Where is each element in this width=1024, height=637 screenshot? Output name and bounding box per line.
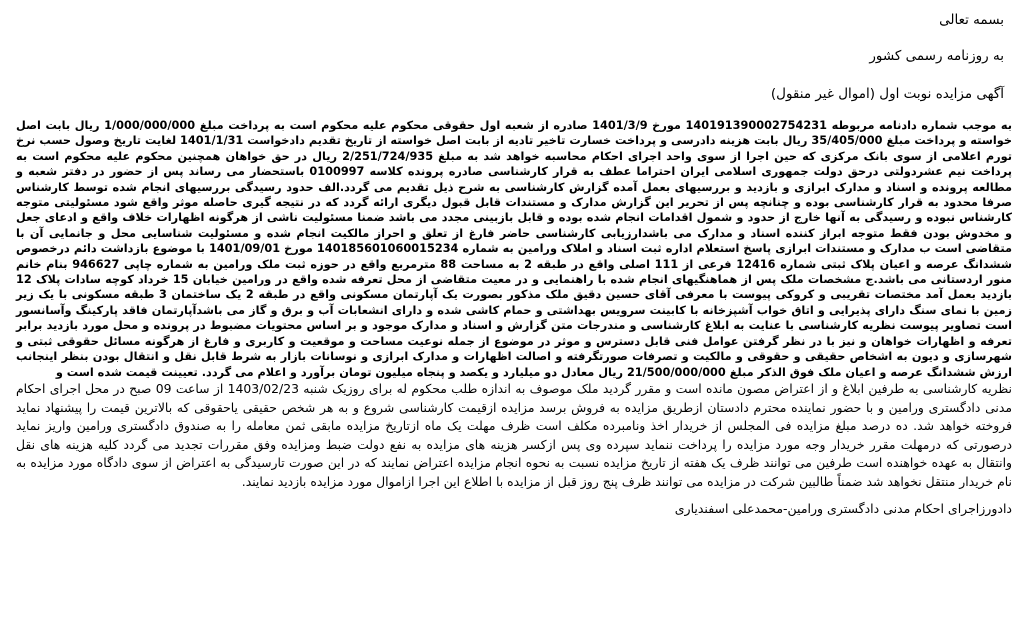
notice-title: آگهی مزایده نوبت اول (اموال غیر منقول): [770, 86, 1004, 102]
auction-terms-paragraph: نظریه کارشناسی به طرفین ابلاغ و از اعتراض مصون مانده است و مقرر گردید ملک موصوف به اندازه طلب محکوم له برای روزیک شنبه 1403/02/23 از ساعت 09 صبح در محل اجرای احکام مدنی دادگستری ورامین و با حضور نماینده محترم دادستان ازطریق مزایده به فروش برسد مزایده ازقیمت کارشناسی شروع و به هر شخص حقیقی یاحقوقی که بالاترین قیمت را پیشنهاد نماید فروخته خواهد شد. ده درصد مبلغ مزایده فی المجلس از خریدار اخذ ونامبرده مکلف است ظرف مهلت یک ماه ازتاریخ مزایده مابقی ثمن معامله را به صندوق دادگستری ورامین واریز نماید درصورتی که درمهلت مقرر خریدار وجه مورد مزایده را پرداخت ننماید سپرده وی پس ازکسر هزینه های مزایده به نفع دولت ضبط ومزایده وفق مقررات تجدید می گردد کلیه هزینه های نقل وانتقال به عهده خواهنده است طرفین می توانند ظرف یک هفته از تاریخ مزایده نسبت به نحوه انجام مزایده اعتراض نمایند که در این صورت تارسیدگی به اعتراض از سوی دادگاه مورد مزایده به نام خریدار منتقل نخواهد شد ضمناً طالبین شرکت در مزایده می توانند ظرف پنج روز قبل از مزایده با اطلاع این اجرا ازاموال مورد مزایده بازدید نمایند.: [16, 380, 1012, 489]
basmala-heading: بسمه تعالی: [939, 12, 1004, 28]
signature-line: دادورزاجرای احکام مدنی دادگستری ورامین-محمدعلی اسفندیاری: [674, 501, 1012, 517]
newspaper-heading: به روزنامه رسمی کشور: [869, 48, 1004, 64]
notice-body-paragraph: به موجب شماره دادنامه مربوطه 140191390002754231 مورخ 1401/3/9 صادره از شعبه اول حقوقی محکوم علیه محکوم است به پرداخت مبلغ 1/000/000/000 ریال بابت اصل خواسته و پرداخت مبلغ 35/405/000 ریال بابت هزینه دادرسی و پرداخت خسارت تاخیر تادیه از بابت اصل خواسته از تاریخ تقدیم دادخواست 1401/1/31 لغایت تاریخ وصول حسب نرخ تورم اعلامی از سوی بانک مرکزی که حین اجرا از سوی واحد اجرای احکام محاسبه خواهد شد به مبلغ 2/251/724/935 ریال در حق خواهان همچنین محکوم علیه محکوم است به پرداخت نیم عشردولتی درحق دولت جمهوری اسلامی ایران احتراما عطف به قرار کارشناسی صادره پرونده کلاسه 0100997 باستحضار می رساند پس از حضور در دفتر شعبه و مطالعه پرونده و اسناد و مدارک ابرازی و بازدید و بررسیهای بعمل آمده گزارش کارشناسی به شرح ذیل تقدیم می گردد.الف حدود رسیدگی بررسیهای انجام شده توسط کارشناس صرفا محدود به قرار کارشناسی بوده و چنانچه پس از تحریر این گزارش مدارک و مستندات قابل قبول دیگری ارائه گردد که در نتیجه گیری حاصله موثر واقع شود مسئولیتی متوجه کارشناس نبوده و رسیدگی به آنها خارج از حدود و شمول اقدامات انجام شده بوده و قابل بازبینی مجدد می باشد ضمنا مسئولیت ناشی از هرگونه اظهارات خلاف واقع و ادعای جعل و مخدوش بودن فقط متوجه ابراز کننده اسناد و مدارک می باشدارزیابی کارشناسی حاضر فارغ از تعلق و احراز مالکیت انجام شده و مسئولیت شناسایی محل و جانمایی آن با متقاضی است ب مدارک و مستندات ابرازی پاسخ استعلام اداره ثبت اسناد و املاک ورامین به شماره 140185601060015234 مورخ 1401/09/01 با موضوع بازداشت دائم درخصوص ششدانگ عرصه و اعیان پلاک ثبتی شماره 12416 فرعی از 111 اصلی واقع در طبقه 2 به مساحت 88 مترمربع واقع در حوزه ثبت ملک ورامین به شماره چاپی 946627 بنام خانم منور اردستانی می باشد.ج مشخصات ملک پس از هماهنگیهای انجام شده با راهنمایی و در معیت متقاضی از محل تعرفه شده واقع در ورامین خیابان 15 خرداد کوچه سادات پلاک 12 بازدید بعمل آمد مختصات تقریبی و کروکی پیوست با معرفی آقای حسین دقیق ملک مذکور بصورت یک آپارتمان مسکونی واقع در طبقه 2 یک ساختمان 3 طبقه مسکونی با یک زیر زمین با نمای سنگ دارای پذیرایی و اتاق خواب آشپزخانه با کابینت سرویس بهداشتی و حمام کاشی شده و دارای انشعابات آب و برق و گاز می باشدآپارتمان فاقد پارکینگ وآسانسور است تصاویر پیوست نظریه کارشناسی با عنایت به ابلاغ کارشناسی و مندرجات متن گزارش و اسناد و مدارک موجود و بر اساس محتویات مضبوط در پرونده و محل مورد بازدید برابر تعرفه و اظهارات خواهان و نیز با در نظر گرفتن عوامل فنی قابل دسترس و موثر در موضوع از جمله نوعیت مساحت و موقعیت و کاربری و فارغ از هرگونه مسائل حقوقی ثبتی و شهرسازی و دیون به اشخاص حقیقی و حقوقی و مالکیت و تصرفات صورتگرفته و اصالت اظهارات و مدارک ابرازی و نوسانات بازار به شرط قابل نقل و انتقال بودن بنظر اینجانب ارزش ششدانگ عرصه و اعیان ملک فوق الذکر مبلغ 21/500/000/000 ریال معادل دو میلیارد و یکصد و پنجاه میلیون تومان برآورد و اعلام می گردد. تعیینت قیمت شده است و: [16, 119, 1013, 379]
